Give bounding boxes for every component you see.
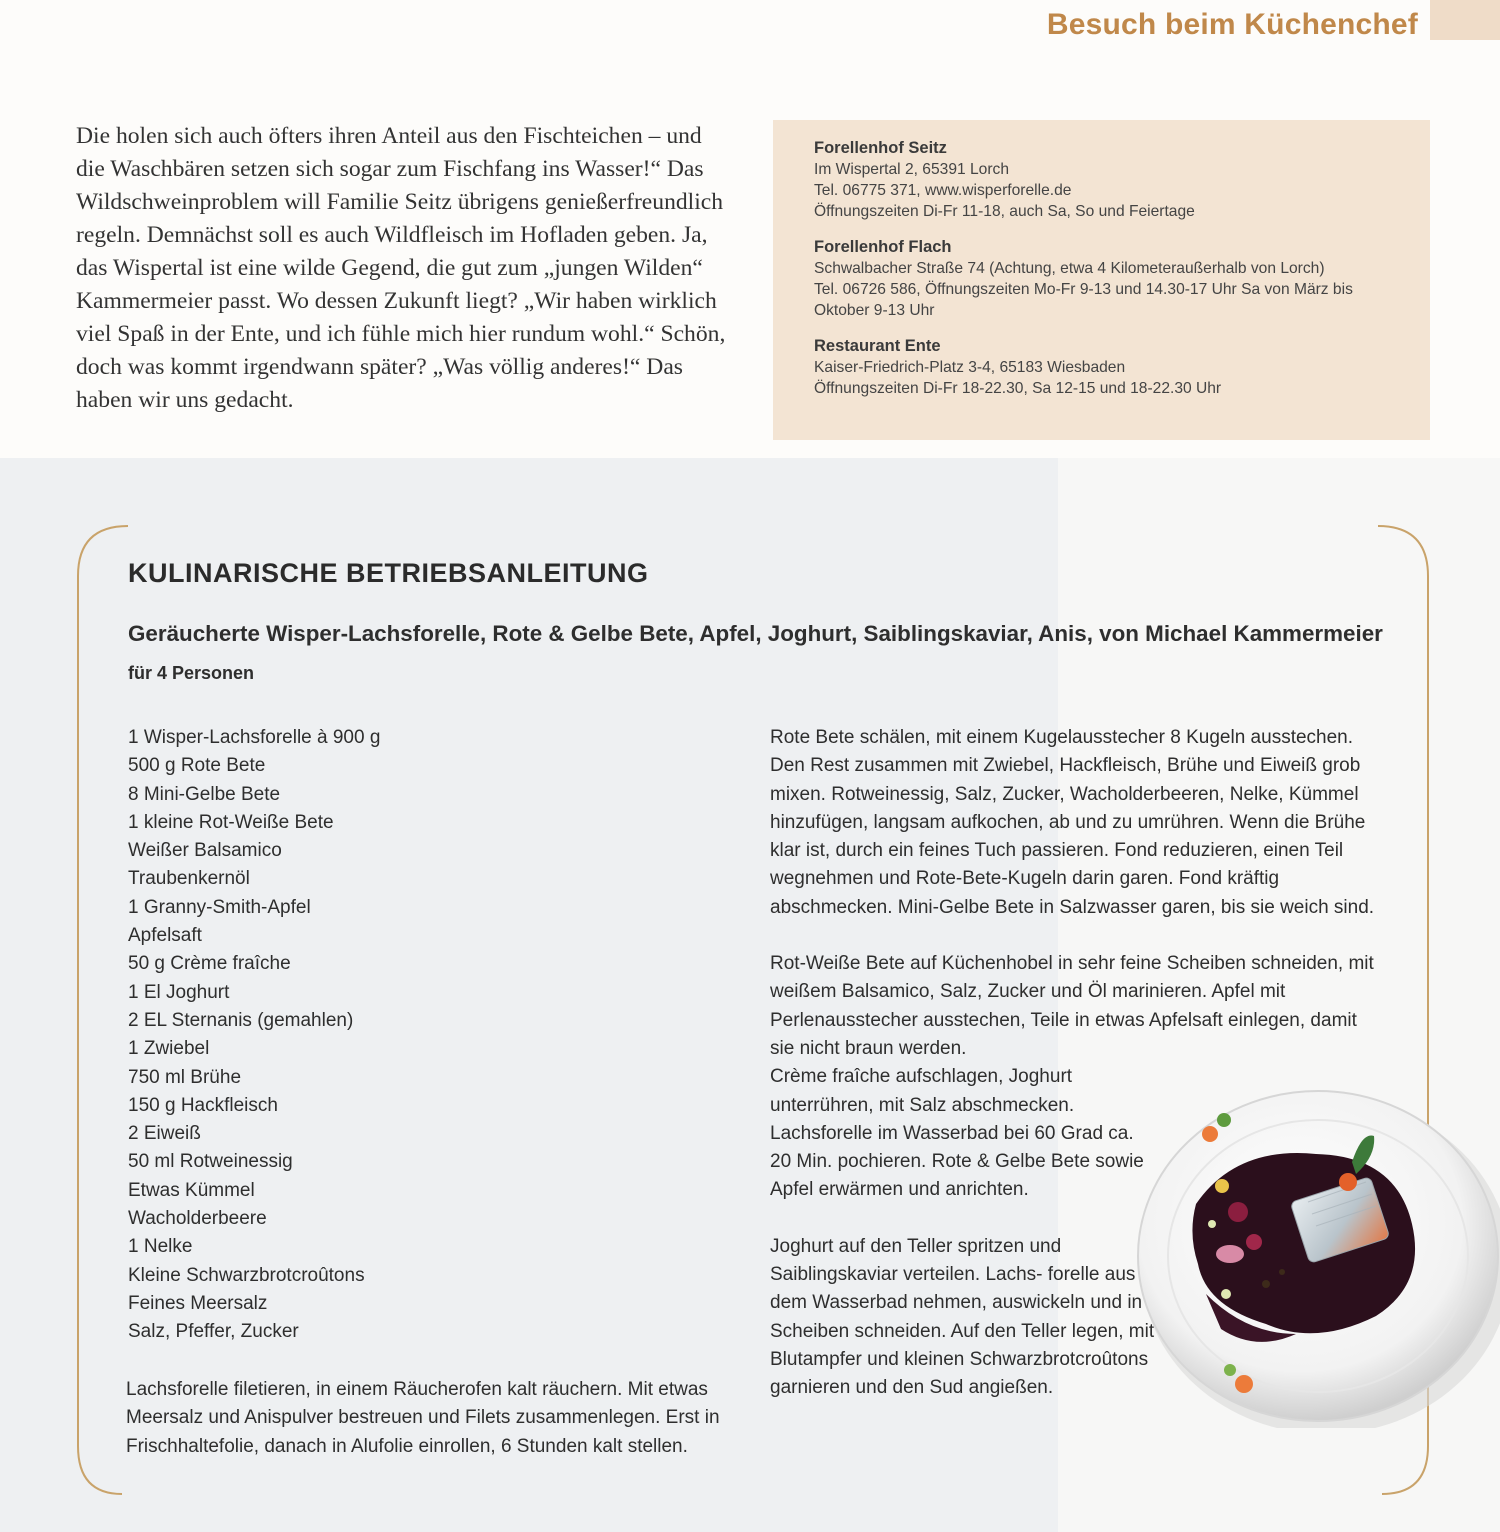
info-entry-line: Öffnungszeiten Di-Fr 11-18, auch Sa, So und Feiertage bbox=[814, 203, 1195, 220]
ingredient-item: Feines Meersalz bbox=[128, 1292, 268, 1314]
info-entry-line: Im Wispertal 2, 65391 Lorch bbox=[814, 161, 1010, 178]
ingredient-item: 1 kleine Rot-Weiße Bete bbox=[128, 811, 334, 833]
info-entry-name: Forellenhof Seitz bbox=[814, 139, 947, 157]
info-entry-restaurant-ente bbox=[814, 335, 1390, 399]
info-entry-line: Tel. 06726 586, Öffnungszeiten Mo-Fr 9-13 und 14.30-17 Uhr Sa von März bis bbox=[814, 281, 1353, 298]
ingredient-item: Traubenkernöl bbox=[128, 868, 250, 890]
caviar bbox=[1339, 1173, 1357, 1191]
ingredient-item: 1 Zwiebel bbox=[128, 1038, 210, 1060]
ingredient-item: Wacholderbeere bbox=[128, 1208, 267, 1230]
info-entry-line: Tel. 06775 371, www.wisperforelle.de bbox=[814, 182, 1072, 199]
recipe-servings: für 4 Personen bbox=[128, 663, 255, 683]
carrot-piece bbox=[1202, 1126, 1218, 1142]
info-entry-name: Restaurant Ente bbox=[814, 337, 941, 355]
croutons bbox=[1279, 1269, 1285, 1275]
recipe-section-title: KULINARISCHE BETRIEBSANLEITUNG bbox=[128, 558, 649, 588]
dish-photo bbox=[1126, 1084, 1500, 1428]
ingredient-item: Salz, Pfeffer, Zucker bbox=[128, 1321, 299, 1343]
ingredient-item: 150 g Hackfleisch bbox=[128, 1094, 278, 1116]
ingredient-item: 1 Wisper-Lachsforelle à 900 g bbox=[128, 727, 381, 748]
apple-pearl bbox=[1221, 1289, 1231, 1299]
instruction-step-1: Lachsforelle filetieren, in einem Räucherofen kalt räuchern. Mit etwas Meersalz und Anispulver bestreuen und Filets zusammenlegen. Erst in Frischhaltefolie, danach in Alufolie einrollen, 6 Stunden kalt stellen. bbox=[126, 1379, 720, 1457]
herb bbox=[1224, 1364, 1236, 1376]
herb bbox=[1217, 1113, 1231, 1127]
ingredient-item: 50 g Crème fraîche bbox=[128, 953, 291, 975]
instruction-step-4: Joghurt auf den Teller spritzen und Saiblingskaviar verteilen. Lachs- forelle aus dem Wasserbad nehmen, auswickeln und in Scheiben schneiden. Auf den Teller legen, mit Blutampfer und kleinen Schwarzbrotcroûtons garnieren und den Sud angießen. bbox=[770, 1235, 1155, 1399]
ingredient-item: 1 El Joghurt bbox=[128, 981, 230, 1003]
info-entry-line: Öffnungszeiten Di-Fr 18-22.30, Sa 12-15 und 18-22.30 Uhr bbox=[814, 380, 1222, 397]
header-color-tab bbox=[1430, 0, 1500, 40]
ingredient-item: 1 Nelke bbox=[128, 1236, 193, 1258]
croutons bbox=[1262, 1280, 1270, 1288]
beet-slice bbox=[1216, 1245, 1244, 1263]
apple-pearl bbox=[1208, 1220, 1216, 1228]
page-header-title: Besuch beim Küchenchef bbox=[1046, 8, 1418, 41]
ingredient-item: 750 ml Brühe bbox=[128, 1066, 242, 1088]
info-entry-line: Oktober 9-13 Uhr bbox=[814, 302, 935, 319]
info-entry-line: Schwalbacher Straße 74 (Achtung, etwa 4 Kilometeraußerhalb von Lorch) bbox=[814, 260, 1325, 277]
instruction-step-2: Rote Bete schälen, mit einem Kugelausstecher 8 Kugeln ausstechen. Den Rest zusammen mit Zwiebel, Hackfleisch, Brühe und Eiweiß grob mixen. Rotweinessig, Salz, Zucker, Wacholderbeeren, Nelke, Kümmel hinzufügen, langsam aufkochen, ab und zu umrühren. Wenn die Brühe klar ist, durch ein feines Tuch passieren. Fond reduzieren, einen Teil wegnehmen und Rote-Bete-Kugeln darin garen. Fond kräftig abschmecken. Mini-Gelbe Bete in Salzwasser garen, bis sie weich sind. bbox=[770, 727, 1375, 918]
beet-ball bbox=[1228, 1202, 1248, 1222]
ingredient-item: 1 Granny-Smith-Apfel bbox=[128, 896, 311, 918]
ingredient-item: Apfelsaft bbox=[128, 925, 202, 947]
ingredient-item: 8 Mini-Gelbe Bete bbox=[128, 783, 281, 805]
ingredient-item: 2 EL Sternanis (gemahlen) bbox=[128, 1009, 354, 1031]
info-entry-forellenhof-seitz bbox=[814, 137, 1390, 222]
info-entry-forellenhof-flach bbox=[814, 236, 1390, 321]
instruction-step-3a: Rot-Weiße Bete auf Küchenhobel in sehr feine Scheiben schneiden, mit weißem Balsamico, Salz, Zucker und Öl marinieren. Apfel mit Perlenausstecher ausstechen, Teile in etwas Apfelsaft einlegen, damit sie nicht braun werden. bbox=[770, 953, 1374, 1059]
instruction-step-3b: Crème fraîche aufschlagen, Joghurt unterrühren, mit Salz abschmecken. Lachsforelle im Wasserbad bei 60 Grad ca. 20 Min. pochieren. Rote & Gelbe Bete sowie Apfel erwärmen und anrichten. bbox=[770, 1066, 1144, 1201]
recipe-subtitle: Geräucherte Wisper-Lachsforelle, Rote & Gelbe Bete, Apfel, Joghurt, Saiblingskaviar, Anis, von Michael Kammermeier bbox=[128, 621, 1383, 646]
ingredients-list bbox=[128, 724, 688, 1347]
ingredient-item: Weißer Balsamico bbox=[128, 840, 282, 862]
address-infobox bbox=[773, 120, 1430, 440]
ingredient-item: 500 g Rote Bete bbox=[128, 755, 266, 777]
intro-paragraph: Die holen sich auch öfters ihren Anteil aus den Fischteichen – und die Waschbären setzen sich sogar zum Fischfang ins Wasser!“ Das Wildschweinproblem will Familie Seitz übrigens genießerfreundlich regeln. Demnächst soll es auch Wildfleisch im Hofladen geben. Ja, das Wispertal ist eine wilde Gegend, die gut zum „jungen Wilden“ Kammermeier passt. Wo dessen Zukunft liegt? „Wir haben wirklich viel Spaß in der Ente, und ich fühle mich hier rundum wohl.“ Schön, doch was kommt irgendwann später? „Was völlig anderes!“ Das haben wir uns gedacht. bbox=[76, 123, 726, 413]
beet-ball bbox=[1246, 1234, 1262, 1250]
carrot-piece bbox=[1235, 1375, 1253, 1393]
info-entry-name: Forellenhof Flach bbox=[814, 238, 952, 256]
info-entry-line: Kaiser-Friedrich-Platz 3-4, 65183 Wiesbaden bbox=[814, 359, 1126, 376]
ingredient-item: 2 Eiweiß bbox=[128, 1123, 201, 1145]
yellow-beet bbox=[1215, 1179, 1229, 1193]
ingredient-item: 50 ml Rotweinessig bbox=[128, 1151, 293, 1173]
ingredient-item: Etwas Kümmel bbox=[128, 1179, 255, 1201]
ingredient-item: Kleine Schwarzbrotcroûtons bbox=[128, 1264, 365, 1286]
